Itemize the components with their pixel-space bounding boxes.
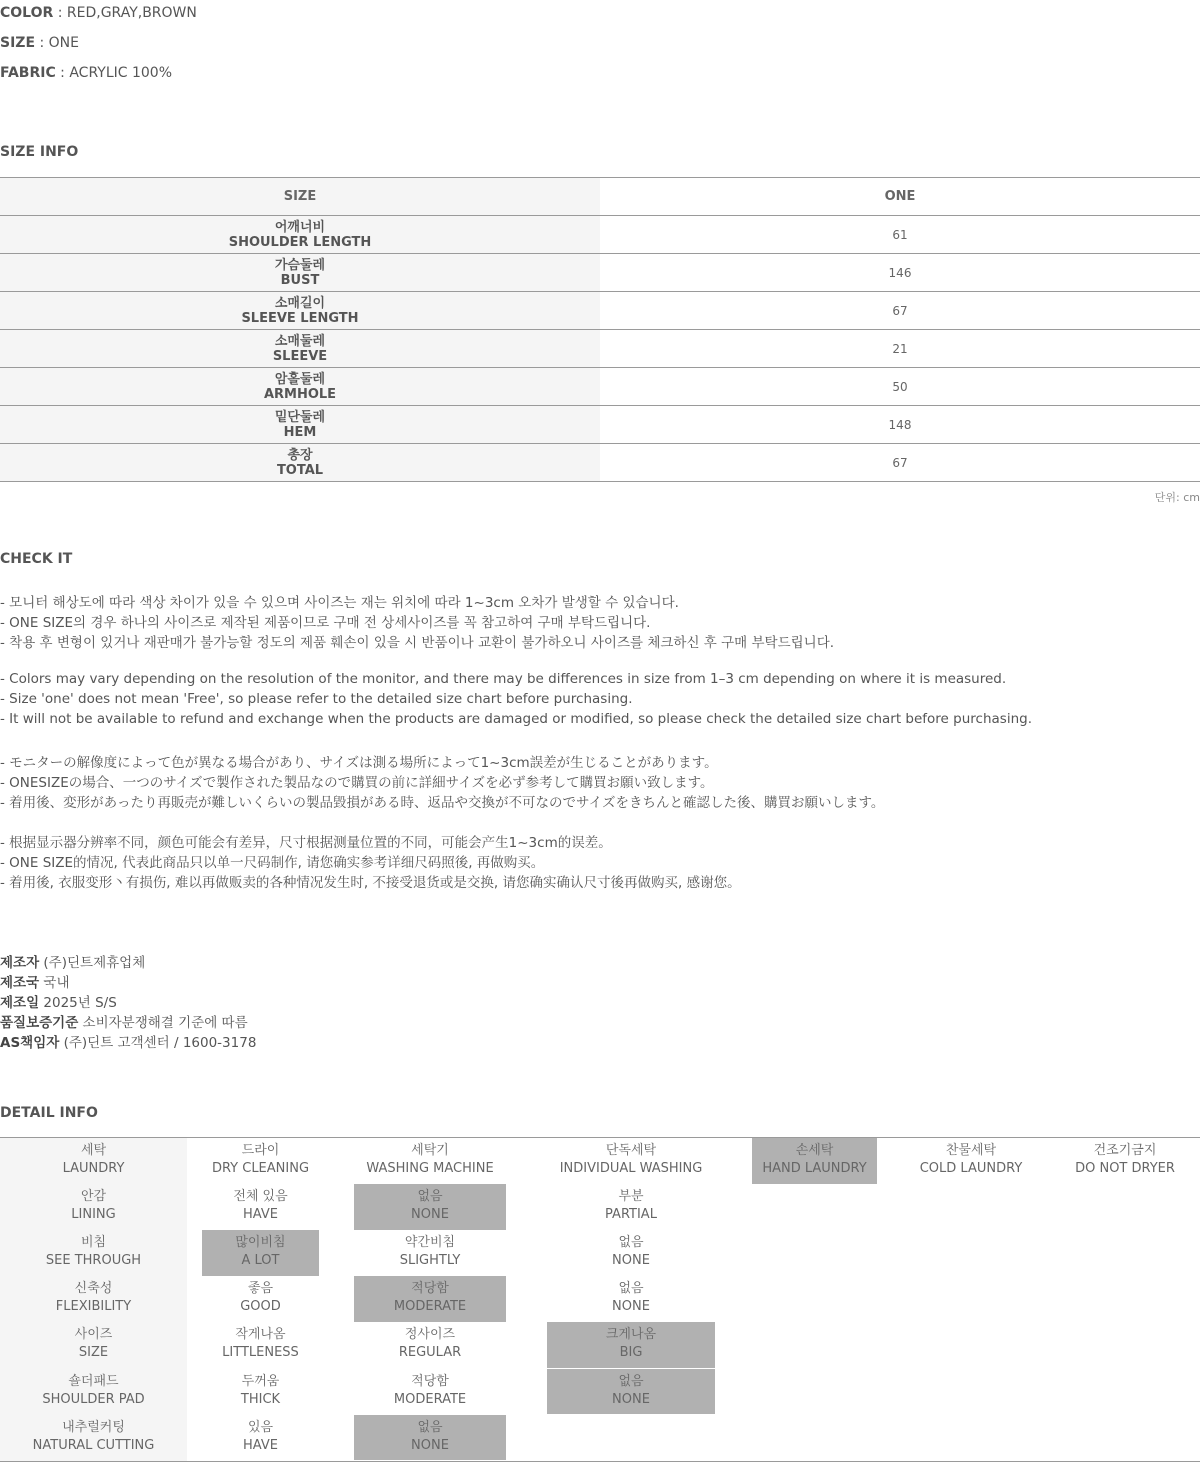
spec-color-label: COLOR (0, 5, 54, 21)
maker-info-row (0, 951, 145, 971)
detail-row-label (0, 1142, 187, 1178)
detail-option-ko: 많이비침 (235, 1235, 286, 1251)
detail-option-en: BIG (619, 1345, 643, 1361)
maker-info-key: 제조자 (0, 955, 40, 971)
detail-option-en: PARTIAL (605, 1207, 657, 1223)
detail-grid (0, 1137, 1200, 1462)
detail-row-label-en: FLEXIBILITY (55, 1299, 132, 1315)
size-row-label-en: SLEEVE LENGTH (241, 310, 359, 326)
detail-option (547, 1188, 715, 1224)
size-row-label-en: SLEEVE (272, 348, 328, 364)
detail-row-label-ko: 숄더패드 (68, 1373, 119, 1389)
detail-option-ko: 단독세탁 (605, 1143, 657, 1158)
size-row-value: 21 (600, 330, 1200, 368)
detail-option-ko: 적당함 (411, 1281, 449, 1297)
size-row (0, 368, 1200, 406)
check-it-line: - 着用後, 衣服变形丶有损伤, 难以再做贩卖的各种情况发生时, 不接受退货或是交换, 请您确实确认尺寸後再做购买, 感谢您。 (0, 875, 741, 891)
detail-option-en: DO NOT DRYER (1075, 1161, 1175, 1176)
size-unit: 단위: cm (1154, 491, 1200, 504)
detail-option (752, 1142, 877, 1178)
detail-option-ko: 부분 (618, 1189, 644, 1205)
detail-option (187, 1280, 334, 1316)
detail-option-en: MODERATE (393, 1299, 467, 1315)
detail-option-en: HAND LAUNDRY (762, 1161, 867, 1176)
check-it-line: - Size 'one' does not mean 'Free', so please refer to the detailed size chart before purchasing. (0, 691, 633, 707)
maker-info-row (0, 991, 117, 1011)
detail-option-en: HAVE (243, 1207, 278, 1223)
spec-size (0, 35, 79, 51)
detail-row-label-ko: 신축성 (74, 1281, 113, 1297)
detail-row-label-en: LAUNDRY (62, 1161, 125, 1176)
detail-option-en: NONE (612, 1253, 650, 1269)
detail-option (354, 1280, 506, 1316)
detail-option (354, 1234, 506, 1270)
size-row-label-ko: 밑단둘레 (274, 409, 326, 425)
detail-row-label-ko: 세탁 (80, 1143, 107, 1158)
detail-option-en: THICK (240, 1391, 281, 1407)
detail-option-en: GOOD (240, 1299, 281, 1315)
detail-option-en: LITTLENESS (222, 1345, 299, 1361)
detail-row-label (0, 1188, 187, 1224)
detail-row-label-en: SIZE (78, 1345, 109, 1361)
detail-option-en: REGULAR (398, 1345, 462, 1361)
size-row-value: 148 (600, 406, 1200, 444)
detail-option (547, 1142, 715, 1178)
spec-fabric-value: : ACRYLIC 100% (55, 65, 173, 81)
detail-option-ko: 두꺼움 (241, 1373, 280, 1389)
maker-info-row (0, 971, 70, 991)
size-row (0, 406, 1200, 444)
size-row (0, 216, 1200, 254)
detail-row-label-en: NATURAL CUTTING (32, 1437, 155, 1453)
detail-row-label-en: LINING (71, 1207, 116, 1223)
spec-fabric (0, 65, 172, 81)
size-row (0, 254, 1200, 292)
size-row-label (0, 406, 600, 444)
size-row (0, 292, 1200, 330)
detail-option-en: HAVE (243, 1437, 278, 1453)
detail-option-ko: 적당함 (411, 1373, 449, 1389)
size-row-label-ko: 어깨너비 (274, 219, 326, 235)
detail-option-ko: 좋음 (247, 1281, 274, 1297)
maker-info-value: 국내 (39, 975, 70, 991)
maker-info-key: 제조일 (0, 995, 40, 1011)
check-it-line: - ONE SIZE의 경우 하나의 사이즈로 제작된 제품이므로 구매 전 상세사이즈를 꼭 참고하여 구매 부탁드립니다. (0, 615, 651, 631)
maker-info-key: 제조국 (0, 975, 40, 991)
check-it-line: - 根据显示器分辨率不同，颜色可能会有差异，尺寸根据测量位置的不同，可能会产生1~3cm的误差。 (0, 835, 612, 851)
size-table-header (0, 178, 1200, 216)
spec-size-label: SIZE (0, 35, 36, 51)
maker-info-row (0, 1011, 248, 1031)
size-row-label-ko: 소매둘레 (274, 333, 326, 349)
detail-option (354, 1188, 506, 1224)
size-header-left: SIZE (0, 178, 600, 216)
detail-option-en: DRY CLEANING (211, 1161, 310, 1176)
detail-row-label (0, 1419, 187, 1455)
detail-option-ko: 없음 (417, 1419, 443, 1435)
detail-row-label-en: SEE THROUGH (45, 1253, 142, 1269)
size-row-label (0, 254, 600, 292)
maker-info-value: 2025년 S/S (39, 995, 117, 1011)
size-row-label (0, 444, 600, 482)
detail-option-ko: 없음 (618, 1281, 644, 1297)
check-it-line: - ONESIZEの場合、一つのサイズで製作された製品なので購買の前に詳細サイズを必ず参考して購買お願い致します。 (0, 775, 714, 791)
spec-color-value: : RED,GRAY,BROWN (53, 5, 197, 21)
spec-color (0, 5, 197, 21)
detail-option (187, 1234, 334, 1270)
detail-option (354, 1373, 506, 1409)
check-it-line: - It will not be available to refund and exchange when the products are damaged or modified, so please check the detailed size chart before purchasing. (0, 711, 1032, 727)
size-row-value: 67 (600, 444, 1200, 482)
size-row-label (0, 330, 600, 368)
detail-option (1050, 1142, 1200, 1178)
detail-option-en: COLD LAUNDRY (919, 1161, 1023, 1176)
check-it-line: - 着用後、変形があったり再販売が難しいくらいの製品毀損がある時、返品や交換が不可なのでサイズをきちんと確認した後、購買お願いします。 (0, 795, 885, 811)
detail-row-label (0, 1326, 187, 1362)
size-row-label (0, 216, 600, 254)
detail-option-ko: 전체 있음 (233, 1189, 288, 1205)
detail-option (896, 1142, 1046, 1178)
check-it-title: CHECK IT (0, 551, 73, 567)
maker-info-value: (주)딘트제휴업체 (39, 955, 146, 971)
size-row-value: 50 (600, 368, 1200, 406)
detail-option (547, 1326, 715, 1362)
maker-info-value: (주)딘트 고객센터 / 1600-3178 (59, 1035, 257, 1051)
check-it-line: - 착용 후 변형이 있거나 재판매가 불가능할 정도의 제품 훼손이 있을 시 반품이나 교환이 불가하오니 사이즈를 체크하신 후 구매 부탁드립니다. (0, 635, 835, 651)
detail-option-en: A LOT (241, 1253, 280, 1269)
size-row-label (0, 292, 600, 330)
detail-row-label-ko: 내추럴커팅 (62, 1419, 125, 1435)
detail-option-ko: 찬물세탁 (945, 1143, 997, 1158)
detail-row-label (0, 1280, 187, 1316)
detail-option (187, 1188, 334, 1224)
size-info-title: SIZE INFO (0, 144, 79, 160)
size-row-label-en: TOTAL (276, 462, 324, 478)
detail-option (547, 1280, 715, 1316)
detail-row-label-ko: 안감 (80, 1189, 107, 1205)
detail-option-en: NONE (411, 1437, 449, 1453)
detail-option (187, 1326, 334, 1362)
detail-option (547, 1234, 715, 1270)
spec-size-value: : ONE (35, 35, 79, 51)
check-it-line: - Colors may vary depending on the resolution of the monitor, and there may be differences in size from 1–3 cm depending on where it is measured. (0, 671, 1007, 687)
check-it-line: - ONE SIZE的情况, 代表此商品只以单一尺码制作, 请您确实参考详细尺码照後, 再做购买。 (0, 855, 545, 871)
detail-option-en: NONE (612, 1391, 650, 1407)
detail-option-en: NONE (612, 1299, 650, 1315)
size-row-label-en: SHOULDER LENGTH (228, 234, 372, 250)
size-row (0, 444, 1200, 482)
size-row-label-en: HEM (283, 424, 317, 440)
size-row (0, 330, 1200, 368)
detail-option (354, 1326, 506, 1362)
detail-option (354, 1419, 506, 1455)
detail-option-ko: 정사이즈 (404, 1327, 456, 1343)
size-row-value: 67 (600, 292, 1200, 330)
detail-option (547, 1373, 715, 1409)
detail-option-ko: 세탁기 (411, 1143, 449, 1158)
size-row-label-ko: 가슴둘레 (274, 257, 326, 273)
detail-option (354, 1142, 506, 1178)
size-row-label (0, 368, 600, 406)
size-row-label-ko: 소매길이 (274, 295, 326, 311)
maker-info-key: 품질보증기준 (0, 1015, 79, 1031)
size-row-value: 146 (600, 254, 1200, 292)
size-header-right: ONE (600, 178, 1200, 216)
detail-option-en: NONE (411, 1207, 449, 1223)
detail-option-ko: 건조기금지 (1093, 1143, 1157, 1158)
detail-option (187, 1373, 334, 1409)
maker-info-value: 소비자분쟁해결 기준에 따름 (78, 1015, 248, 1031)
maker-info-row (0, 1031, 256, 1051)
size-table (0, 177, 1200, 482)
detail-option-ko: 크게나옴 (605, 1327, 657, 1343)
detail-option-en: WASHING MACHINE (366, 1161, 494, 1176)
maker-info-key: AS책임자 (0, 1035, 60, 1051)
size-row-label-ko: 총장 (287, 447, 313, 463)
detail-option-en: SLIGHTLY (399, 1253, 461, 1269)
detail-option-ko: 손세탁 (795, 1143, 834, 1158)
detail-row-label (0, 1234, 187, 1270)
detail-option-ko: 약간비침 (404, 1235, 456, 1251)
size-row-label-ko: 암홀둘레 (274, 371, 326, 387)
detail-option-en: MODERATE (393, 1391, 467, 1407)
detail-option-ko: 드라이 (241, 1143, 280, 1158)
check-it-line: - モニターの解像度によって色が異なる場合があり、サイズは測る場所によって1~3cm誤差が生じることがあります。 (0, 755, 718, 771)
detail-option-en: INDIVIDUAL WASHING (559, 1161, 703, 1176)
detail-row-label (0, 1373, 187, 1409)
detail-row-label-ko: 비침 (80, 1235, 107, 1251)
check-it-line: - 모니터 해상도에 따라 색상 차이가 있을 수 있으며 사이즈는 재는 위치에 따라 1~3cm 오차가 발생할 수 있습니다. (0, 595, 679, 611)
detail-option-ko: 있음 (247, 1419, 274, 1435)
detail-row-label-en: SHOULDER PAD (42, 1391, 145, 1407)
spec-fabric-label: FABRIC (0, 65, 56, 81)
size-row-value: 61 (600, 216, 1200, 254)
size-row-label-en: BUST (280, 272, 320, 288)
detail-option-ko: 작게나옴 (235, 1327, 286, 1343)
detail-info-title: DETAIL INFO (0, 1105, 98, 1121)
detail-row-label-ko: 사이즈 (74, 1327, 113, 1343)
size-row-label-en: ARMHOLE (263, 386, 337, 402)
detail-option (187, 1419, 334, 1455)
detail-option (187, 1142, 334, 1178)
detail-option-ko: 없음 (417, 1189, 443, 1205)
detail-option-ko: 없음 (618, 1235, 644, 1251)
detail-option-ko: 없음 (618, 1373, 644, 1389)
